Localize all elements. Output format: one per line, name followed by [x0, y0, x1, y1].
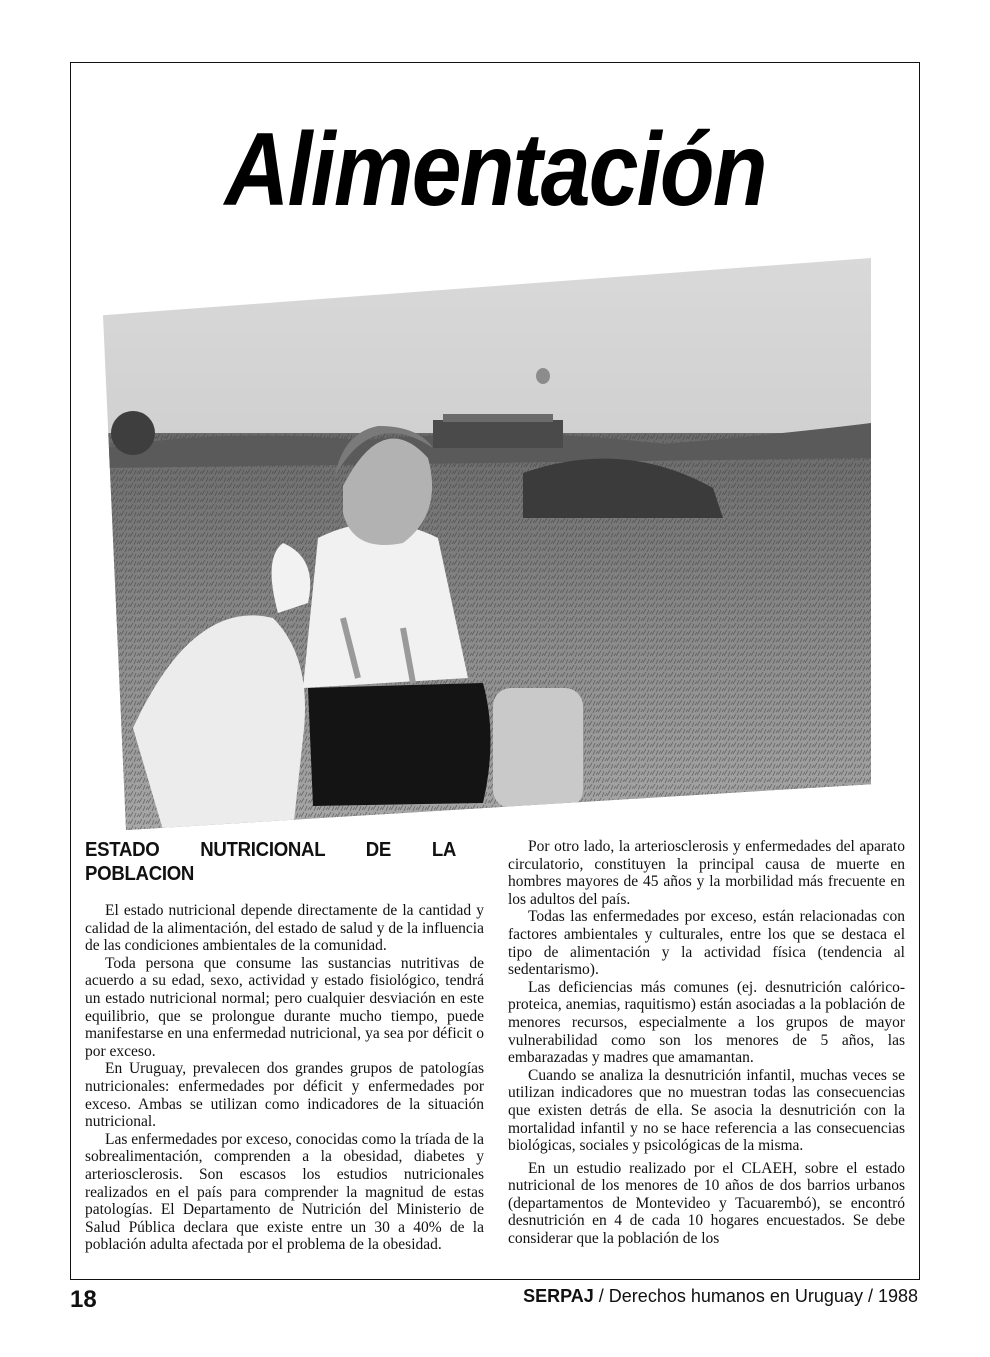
paragraph: El estado nutricional depende directamente de la cantidad y calidad de la alimentación, del estado de salud y de la influencia de las condiciones ambientales de la comunidad.: [85, 902, 484, 955]
right-column: [508, 838, 905, 1248]
publisher-name: SERPAJ: [523, 1286, 594, 1306]
section-heading: ESTADO NUTRICIONAL DE LA POBLACION: [85, 839, 457, 885]
running-footer-text: / Derechos humanos en Uruguay / 1988: [593, 1286, 918, 1306]
paragraph: Las enfermedades por exceso, conocidas como la tríada de la sobrealimentación, comprenden a la obesidad, diabetes y arteriosclerosis. Son escasos los estudios nutricionales realizados en el país para comprender la magnitud de estas patologías. El Departamento de Nutrición del Ministerio de Salud Pública declara que existe entre un 30 a 40% de la población adulta afectada por el problema de la obesidad.: [85, 1130, 484, 1254]
paragraph: Las deficiencias más comunes (ej. desnutrición calórico-proteica, anemias, raquitismo) están asociadas a la población de menores recursos, especialmente a los grupos de mayor vulnerabilidad como son los menores de 5 años, las embarazadas y madres que amamantan.: [508, 978, 905, 1067]
page-title: Alimentación: [224, 112, 766, 228]
paragraph: Toda persona que consume las sustancias nutritivas de acuerdo a su edad, sexo, actividad y estado fisiológico, tendrá un estado nutricional normal; pero cualquier desviación en este equilibrio, que se prolongue durante mucho tiempo, puede manifestarse en una enfermedad nutricional, ya sea por déficit o por exceso.: [85, 954, 484, 1060]
page-number: 18: [70, 1286, 97, 1313]
paragraph: Cuando se analiza la desnutrición infantil, muchas veces se utilizan indicadores que no muestran todas las consecuencias que existen detrás de ella. Se asocia la desnutrición con la mortalidad infantil y no se hace referencia a las consecuencias biológicas, sociales y psicológicas de la misma.: [508, 1066, 905, 1155]
paragraph: En un estudio realizado por el CLAEH, sobre el estado nutricional de los menores de 10 años de dos barrios urbanos (departamentos de Montevideo y Tacuarembó), se encontró desnutrición en 4 de cada 10 hogares encuestados. Se debe considerar que la población de los: [508, 1159, 905, 1248]
running-footer: [523, 1286, 918, 1307]
paragraph: En Uruguay, prevalecen dos grandes grupos de patologías nutricionales: enfermedades por déficit y enfermedades por exceso. Ambas se utilizan como indicadores de la situación nutricional.: [85, 1060, 484, 1131]
paragraph: Por otro lado, la arteriosclerosis y enfermedades del aparato circulatorio, constituyen la principal causa de muerte en hombres mayores de 45 años y la morbilidad más frecuente en los adultos del país.: [508, 838, 905, 908]
left-column: [85, 838, 484, 1254]
paragraph: Todas las enfermedades por exceso, están relacionadas con factores ambientales y culturales, entre los que se destaca el tipo de alimentación y la actividad física (tendencia al sedentarismo).: [508, 908, 905, 979]
photo-child-with-dog: [103, 258, 871, 830]
